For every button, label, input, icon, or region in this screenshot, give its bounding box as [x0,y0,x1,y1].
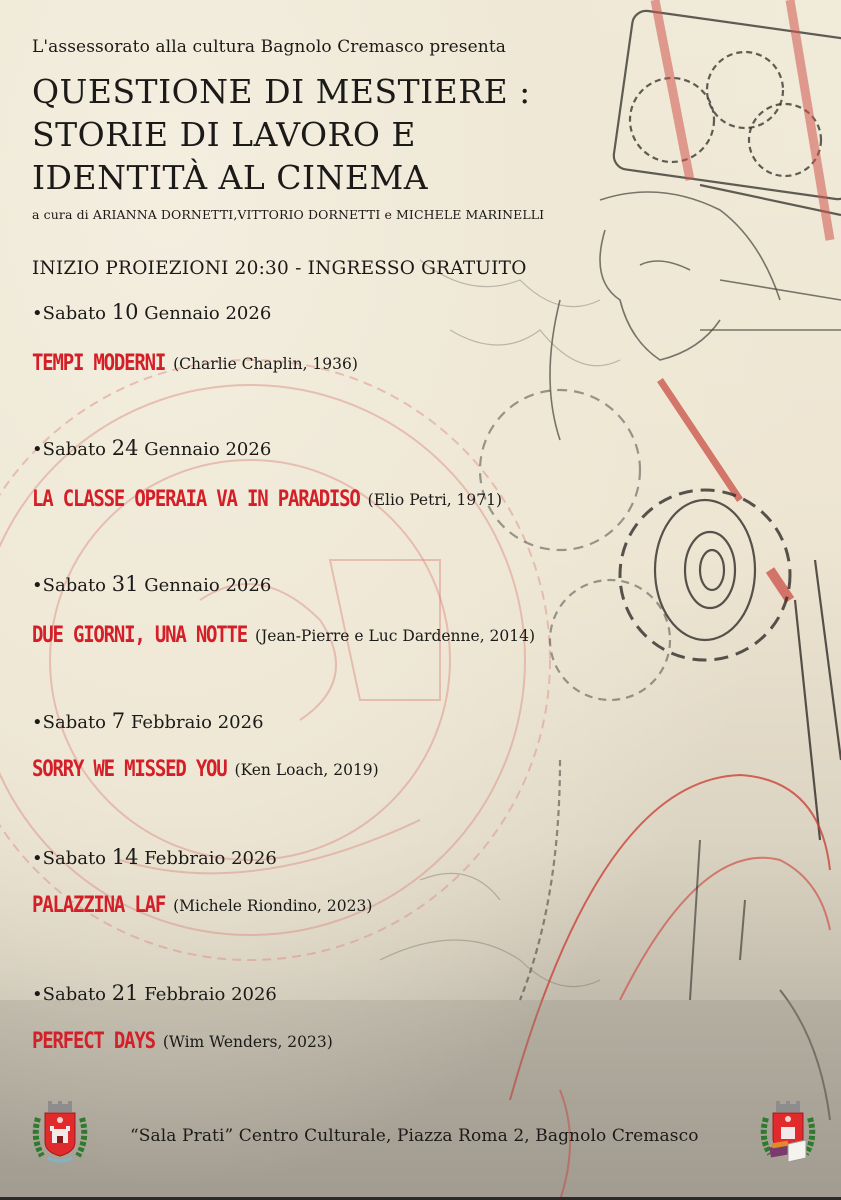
film-director-year: (Ken Loach, 2019) [234,761,379,779]
event-date [32,572,535,596]
day-number: 31 [111,572,139,596]
weekday: Sabato [42,984,107,1005]
screening-event [32,981,333,1052]
weekday: Sabato [42,575,107,596]
film-director-year: (Jean-Pierre e Luc Dardenne, 2014) [255,627,536,645]
film-title: TEMPI MODERNI [32,350,166,376]
month-year: Febbraio 2026 [144,848,277,869]
film-title: PERFECT DAYS [32,1028,155,1054]
day-number: 14 [111,845,139,869]
film-entry [32,352,358,374]
bullet-icon: • [32,848,43,869]
film-title: DUE GIORNI, UNA NOTTE [32,622,248,648]
bullet-icon: • [32,712,43,733]
film-director-year: (Elio Petri, 1971) [367,491,503,509]
film-entry [32,1030,333,1052]
event-date [32,709,379,733]
film-director-year: (Michele Riondino, 2023) [173,897,373,915]
film-title: PALAZZINA LAF [32,892,166,918]
title-line-3: IDENTITÀ AL CINEMA [32,158,429,197]
month-year: Febbraio 2026 [144,984,277,1005]
film-entry [32,624,535,646]
event-date [32,981,333,1005]
month-year: Gennaio 2026 [144,303,272,324]
library-coat-of-arms-icon [758,1098,818,1166]
title-line-2: STORIE DI LAVORO E [32,115,417,154]
weekday: Sabato [42,848,107,869]
screening-event [32,300,358,374]
title-line-1: QUESTIONE DI MESTIERE : [32,72,531,111]
screening-event [32,845,372,916]
event-date [32,436,502,460]
event-date [32,845,372,869]
poster-title [32,70,531,199]
bullet-icon: • [32,984,43,1005]
weekday: Sabato [42,712,107,733]
month-year: Gennaio 2026 [144,575,272,596]
presenter-line: L'assessorato alla cultura Bagnolo Cremasco presenta [32,37,506,57]
film-title: SORRY WE MISSED YOU [32,756,227,782]
bullet-icon: • [32,303,43,324]
screening-event [32,572,535,646]
day-number: 7 [111,709,126,733]
film-entry [32,894,372,916]
weekday: Sabato [42,439,107,460]
screening-info: INIZIO PROIEZIONI 20:30 - INGRESSO GRATUITO [32,258,527,279]
curators-credit: a cura di ARIANNA DORNETTI,VITTORIO DORNETTI e MICHELE MARINELLI [32,207,545,222]
month-year: Febbraio 2026 [130,712,264,733]
venue-address: “Sala Prati” Centro Culturale, Piazza Roma 2, Bagnolo Cremasco [130,1126,699,1146]
bullet-icon: • [32,575,43,596]
film-title: LA CLASSE OPERAIA VA IN PARADISO [32,486,360,512]
municipal-coat-of-arms-icon [30,1098,90,1166]
weekday: Sabato [42,303,107,324]
event-date [32,300,358,324]
bullet-icon: • [32,439,43,460]
day-number: 21 [111,981,139,1005]
film-director-year: (Charlie Chaplin, 1936) [173,355,358,373]
day-number: 24 [111,436,139,460]
screening-event [32,436,502,510]
footer [0,1120,841,1160]
film-director-year: (Wim Wenders, 2023) [162,1033,333,1051]
screening-event [32,709,379,780]
film-entry [32,758,379,780]
film-entry [32,488,502,510]
month-year: Gennaio 2026 [144,439,272,460]
day-number: 10 [111,300,139,324]
